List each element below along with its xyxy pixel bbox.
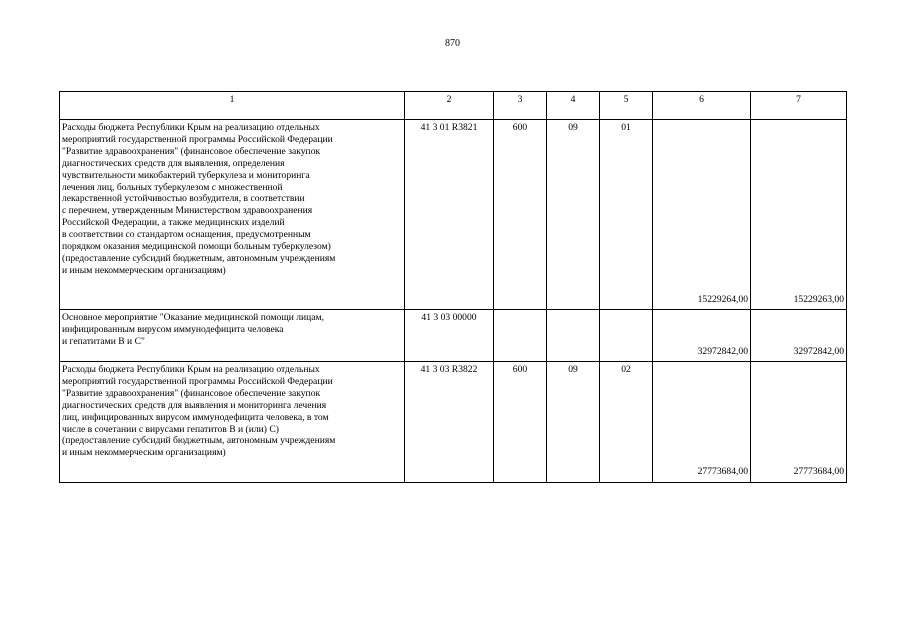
description-line: Расходы бюджета Республики Крым на реализацию отдельных bbox=[62, 122, 320, 133]
description-line: в соответствии со стандартом оснащения, предусмотренным bbox=[62, 229, 311, 241]
description-line: чувствительности микобактерий туберкулеза и мониторинга bbox=[62, 169, 310, 181]
subsection-code: 02 bbox=[600, 362, 653, 483]
expense-type-code bbox=[494, 310, 547, 362]
amount-column-7: 32972842,00 bbox=[751, 310, 847, 362]
amount-column-6: 27773684,00 bbox=[653, 362, 751, 483]
page-number: 870 bbox=[445, 38, 460, 49]
row-description bbox=[60, 310, 405, 362]
table-row bbox=[60, 362, 847, 483]
section-code: 09 bbox=[547, 120, 600, 310]
table-header-row bbox=[60, 92, 847, 120]
description-line: лиц, инфицированных вирусом иммунодефицита человека, в том bbox=[62, 411, 329, 423]
description-line: (предоставление субсидий бюджетным, автономным учреждениям bbox=[62, 435, 336, 447]
budget-code: 41 3 03 00000 bbox=[405, 310, 494, 362]
subsection-code bbox=[600, 310, 653, 362]
subsection-code: 01 bbox=[600, 120, 653, 310]
description-line: числе в сочетании с вирусами гепатитов В и (или) С) bbox=[62, 423, 279, 435]
column-header-6: 6 bbox=[653, 92, 751, 120]
budget-code: 41 3 03 R3822 bbox=[405, 362, 494, 483]
section-code: 09 bbox=[547, 362, 600, 483]
description-line: лекарственной устойчивостью возбудителя, в соответствии bbox=[62, 193, 305, 205]
table-row bbox=[60, 310, 847, 362]
row-description bbox=[60, 362, 405, 483]
description-line: "Развитие здравоохранения" (финансовое обеспечение закупок bbox=[62, 387, 321, 399]
description-line: мероприятий государственной программы Российской Федерации bbox=[62, 133, 333, 145]
amount-column-6: 32972842,00 bbox=[653, 310, 751, 362]
description-line: диагностических средств для выявления и мониторинга лечения bbox=[62, 399, 327, 411]
description-line: Расходы бюджета Республики Крым на реализацию отдельных bbox=[62, 364, 320, 375]
table-row bbox=[60, 120, 847, 310]
description-line: лечения лиц, больных туберкулезом с множественной bbox=[62, 181, 283, 193]
column-header-3: 3 bbox=[494, 92, 547, 120]
description-line: Основное мероприятие "Оказание медицинской помощи лицам, bbox=[62, 312, 325, 323]
section-code bbox=[547, 310, 600, 362]
column-header-1: 1 bbox=[60, 92, 405, 120]
column-header-2: 2 bbox=[405, 92, 494, 120]
column-header-4: 4 bbox=[547, 92, 600, 120]
column-header-5: 5 bbox=[600, 92, 653, 120]
expense-type-code: 600 bbox=[494, 362, 547, 483]
description-line: (предоставление субсидий бюджетным, автономным учреждениям bbox=[62, 252, 336, 264]
budget-code: 41 3 01 R3821 bbox=[405, 120, 494, 310]
description-line: и иным некоммерческим организациям) bbox=[62, 264, 226, 276]
description-line: диагностических средств для выявления, определения bbox=[62, 157, 285, 169]
column-header-7: 7 bbox=[751, 92, 847, 120]
amount-column-7: 15229263,00 bbox=[751, 120, 847, 310]
description-line: мероприятий государственной программы Российской Федерации bbox=[62, 375, 333, 387]
amount-column-7: 27773684,00 bbox=[751, 362, 847, 483]
budget-table bbox=[59, 91, 847, 483]
description-line: порядком оказания медицинской помощи больным туберкулезом) bbox=[62, 241, 331, 253]
description-line: "Развитие здравоохранения" (финансовое обеспечение закупок bbox=[62, 145, 321, 157]
expense-type-code: 600 bbox=[494, 120, 547, 310]
description-line: с перечнем, утвержденным Министерством здравоохранения bbox=[62, 205, 313, 217]
description-line: Российской Федерации, а также медицинских изделий bbox=[62, 217, 285, 229]
description-line: и гепатитами В и С" bbox=[62, 335, 145, 347]
description-line: и иным некоммерческим организациям) bbox=[62, 447, 226, 459]
description-line: инфицированным вирусом иммунодефицита человека bbox=[62, 323, 284, 335]
row-description bbox=[60, 120, 405, 310]
amount-column-6: 15229264,00 bbox=[653, 120, 751, 310]
